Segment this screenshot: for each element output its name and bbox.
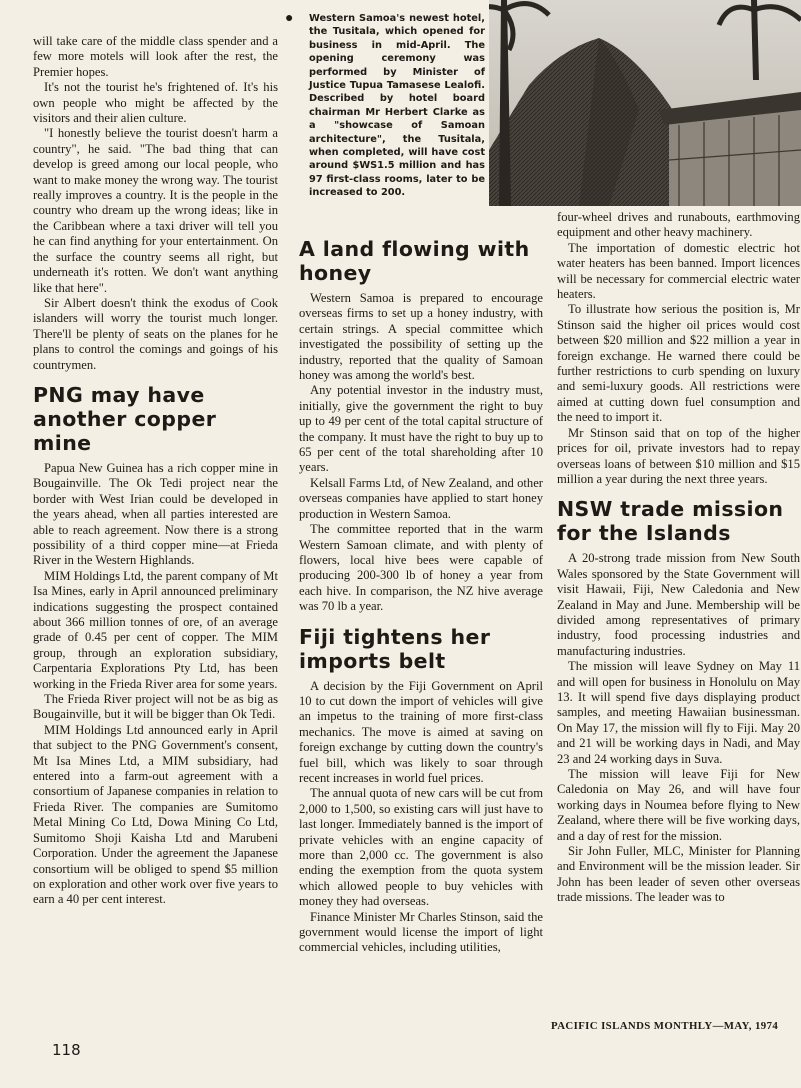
body-paragraph: Mr Stinson said that on top of the higher prices for oil, private investors had to repay overseas loans of between $10 million and $15 million a year during the next three years. xyxy=(557,425,800,486)
headline-nsw: NSW trade mission for the Islands xyxy=(557,497,784,546)
headline-fiji: Fiji tightens her imports belt xyxy=(299,624,491,673)
column-1 xyxy=(33,34,278,908)
body-paragraph: will take care of the middle class spender and a few more motels will look after the rest, the Premier hopes. xyxy=(33,34,278,79)
body-paragraph: Western Samoa is prepared to encourage overseas firms to set up a honey industry, with certain strings. A special committee which investigated the possibility of setting up the industry, reported that the quality of Samoan honey was among the world's best. xyxy=(299,291,543,383)
body-paragraph: Sir John Fuller, MLC, Minister for Planning and Environment will be the mission leader. Sir John has been leader of seven other overseas trade missions. The leader was to xyxy=(557,844,800,905)
body-paragraph: The mission will leave Sydney on May 11 and will open for business in Honolulu on May 13. It will spend five days displaying product samples, and meeting Hawaiian businessman. On May 17, the mission will fly to Fiji. May 20 and 21 will be working days in Nadi, and May 23 and 24 working days in Suva. xyxy=(557,659,800,766)
headline-honey: A land flowing with honey xyxy=(299,237,530,285)
body-paragraph: Papua New Guinea has a rich copper mine in Bougainville. The Ok Tedi project near the border with West Irian could be developed in the years ahead, when all parties interested are able to reach agreement. Now there is a strong possibility of a third copper mine—at Frieda River in the Western Highlands. xyxy=(33,460,278,568)
headline-png: PNG may have another copper mine xyxy=(33,382,217,455)
body-paragraph: Kelsall Farms Ltd, of New Zealand, and other overseas companies have applied to start honey production in Western Samoa. xyxy=(299,475,543,521)
body-paragraph: Finance Minister Mr Charles Stinson, said the government would license the import of light commercial vehicles, including utilities, xyxy=(299,909,543,955)
column-2 xyxy=(299,237,543,956)
body-paragraph: The Frieda River project will not be as big as Bougainville, but it will be bigger than Ok Tedi. xyxy=(33,692,278,722)
body-paragraph: A decision by the Fiji Government on April 10 to cut down the import of vehicles will give an impetus to the training of more first-class mechanics. The move is aimed at saving on foreign exchange by cutting down the country's fuel bill, which was likely to soar through recent increases in world fuel prices. xyxy=(299,678,543,785)
body-paragraph: MIM Holdings Ltd announced early in April that subject to the PNG Government's consent, Mt Isa Mines Ltd, a MIM subsidiary, had entered into a farm-out agreement with a consortium of Japanese companies in relation to Frieda River. The companies are Sumitomo Metal Mining Co Ltd, Dowa Mining Co Ltd, Sumitomo Shoji Kaisha Ltd and Marubeni Corporation. Under the agreement the Japanese consortium will be obliged to spend $5 million on exploration and other work over five years to earn a 40 per cent interest. xyxy=(33,722,278,907)
caption-bullet: ● xyxy=(285,11,294,26)
body-paragraph: The committee reported that in the warm Western Samoan climate, and with plenty of flowers, local hive bees were capable of producing 200-300 lb of honey a year from each hive. In comparison, the NZ hive average was 70 lb a year. xyxy=(299,522,543,614)
column-3 xyxy=(557,210,800,906)
body-paragraph: A 20-strong trade mission from New South Wales sponsored by the State Government will visit Hawaii, Fiji, New Caledonia and New Zealand in May and June. Membership will be divided among representatives of primary industry, food processing industries and manufacturing industries. xyxy=(557,551,800,658)
body-paragraph: "I honestly believe the tourist doesn't harm a country", he said. "The bad thing that can develop is greed among our local people, who want to make money the wrong way. The tourist really improves a country. It is the people in the country who dream up the wrong ideas; like in the Caribbean where a taxi driver will tell you he can find anything for your entertainment. On the surface the country seems all right, but underneath it's rotten. We don't want anything like that here". xyxy=(33,126,278,295)
body-paragraph: MIM Holdings Ltd, the parent company of Mt Isa Mines, early in April announced preliminary indications suggesting the prospect contained about 366 million tonnes of ore, of an average grade of 0.45 per cent of copper. The MIM group, through an exploration subsidiary, Carpentaria Explorations Pty Ltd, has been working in the Frieda River area for some years. xyxy=(33,568,278,691)
body-paragraph: four-wheel drives and runabouts, earthmoving equipment and other heavy machinery. xyxy=(557,210,800,240)
photo-caption: Western Samoa's newest hotel, the Tusitala, which opened for business in mid-April. The opening ceremony was performed by Minister of Justice Tupua Tamasese Lealofi. Described by hotel board chairman Mr Herbert Clarke as a "showcase of Samoan architecture", the Tusitala, when completed, will have cost around $WS1.5 million and has 97 first-class rooms, later to be increased to 200. xyxy=(309,13,485,199)
body-paragraph: The mission will leave Fiji for New Caledonia on May 26, and will have four working days in Noumea before flying to New Zealand, where there will be five working days, and a day of rest for the mission. xyxy=(557,767,800,843)
page-number: 118 xyxy=(52,1041,81,1059)
body-paragraph: Any potential investor in the industry must, initially, give the government the right to buy up to 49 per cent of the total capital structure of the company. It must have the right to buy up to 65 per cent of the total shareholding after 10 years. xyxy=(299,383,543,475)
hotel-photo xyxy=(489,0,801,206)
body-paragraph: It's not the tourist he's frightened of. It's his own people who might be affected by the visitors and their alien culture. xyxy=(33,80,278,126)
body-paragraph: The annual quota of new cars will be cut from 2,000 to 1,500, so existing cars will just have to last longer. Immediately banned is the import of private vehicles with an engine capacity of more than 2,000 cc. The government is also ending the exemption from the quota system which allowed people to buy vehicles with money they had overseas. xyxy=(299,786,543,909)
body-paragraph: The importation of domestic electric hot water heaters has been banned. Import licences will be necessary for commercial electric water heaters. xyxy=(557,240,800,302)
body-paragraph: To illustrate how serious the position is, Mr Stinson said the higher oil prices would cost between $20 million and $22 million a year in foreign exchange. He warned there could be further restrictions to curb spending on luxury and semi-luxury goods. All restrictions were aimed at cutting down fuel consumption and the need to import it. xyxy=(557,302,800,425)
running-footer: PACIFIC ISLANDS MONTHLY—MAY, 1974 xyxy=(551,1020,779,1032)
body-paragraph: Sir Albert doesn't think the exodus of Cook islanders will worry the tourist much longer. There'll be plenty of seats on the planes for he plans to control the comings and goings of his countrymen. xyxy=(33,295,278,372)
